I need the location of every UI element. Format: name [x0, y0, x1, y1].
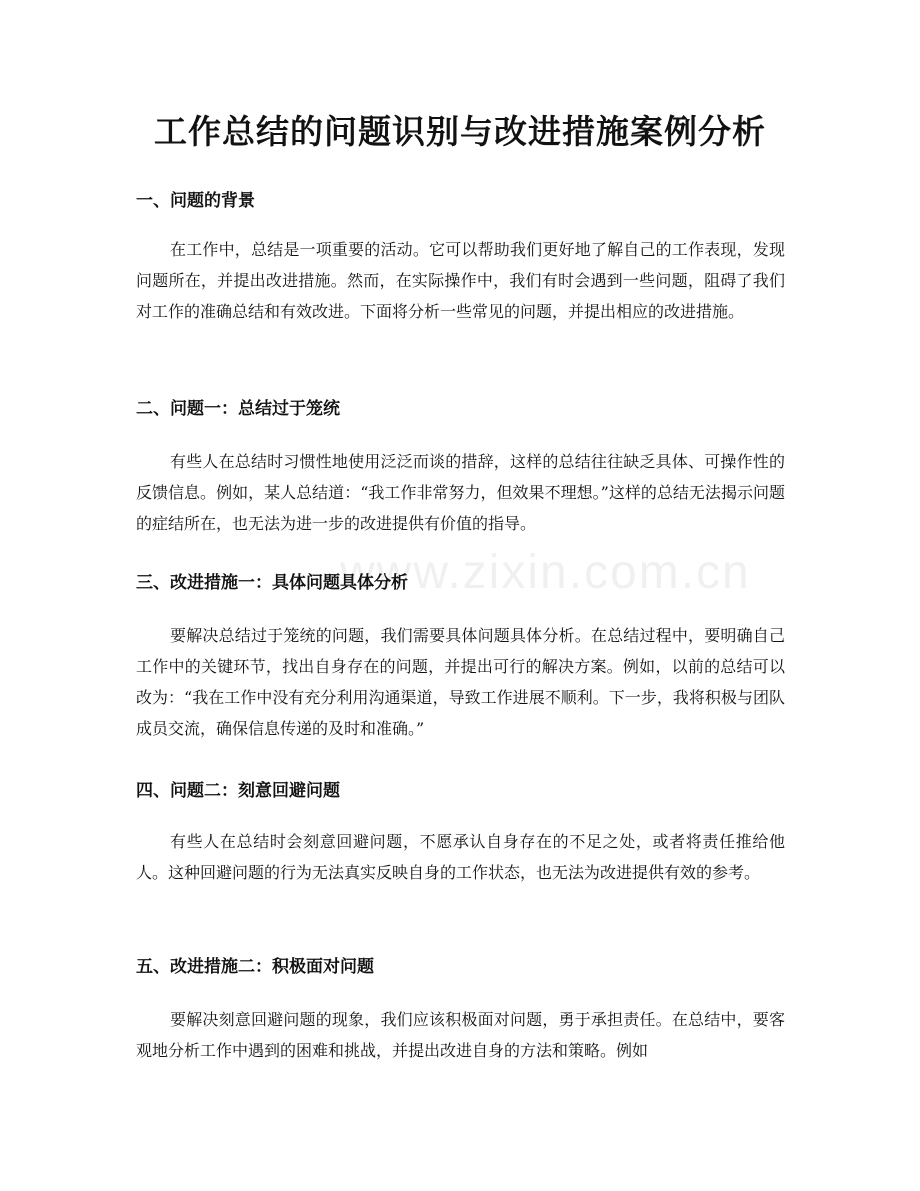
section-heading-1: 一、问题的背景 [136, 191, 255, 211]
document-title: 工作总结的问题识别与改进措施案例分析 [154, 112, 766, 151]
section-paragraph-4: 有些人在总结时会刻意回避问题，不愿承认自身存在的不足之处，或者将责任推给他人。这种回避问题的行为无法真实反映自身的工作状态，也无法为改进提供有效的参考。 [136, 832, 785, 882]
section-paragraph-2: 有些人在总结时习惯性地使用泛泛而谈的措辞，这样的总结往往缺乏具体、可操作性的反馈信息。例如，某人总结道：“我工作非常努力，但效果不理想。”这样的总结无法揭示问题的症结所在，也无法为进一步的改进提供有价值的指导。 [136, 452, 785, 533]
section-paragraph-5: 要解决刻意回避问题的现象，我们应该积极面对问题，勇于承担责任。在总结中，要客观地分析工作中遇到的困难和挑战，并提出改进自身的方法和策略。例如 [136, 1010, 785, 1060]
section-paragraph-1: 在工作中，总结是一项重要的活动。它可以帮助我们更好地了解自己的工作表现，发现问题所在，并提出改进措施。然而，在实际操作中，我们有时会遇到一些问题，阻碍了我们对工作的准确总结和有效改进。下面将分析一些常见的问题，并提出相应的改进措施。 [136, 240, 785, 321]
section-heading-3: 三、改进措施一：具体问题具体分析 [136, 573, 408, 593]
section-heading-5: 五、改进措施二：积极面对问题 [136, 957, 374, 977]
watermark: www.zixin.com.cn [340, 546, 751, 599]
section-heading-4: 四、问题二：刻意回避问题 [136, 781, 340, 801]
section-paragraph-3: 要解决总结过于笼统的问题，我们需要具体问题具体分析。在总结过程中，要明确自己工作中的关键环节，找出自身存在的问题，并提出可行的解决方案。例如，以前的总结可以改为：“我在工作中没有充分利用沟通渠道，导致工作进展不顺利。下一步，我将积极与团队成员交流，确保信息传递的及时和准确。” [136, 626, 785, 738]
section-heading-2: 二、问题一：总结过于笼统 [136, 399, 340, 419]
